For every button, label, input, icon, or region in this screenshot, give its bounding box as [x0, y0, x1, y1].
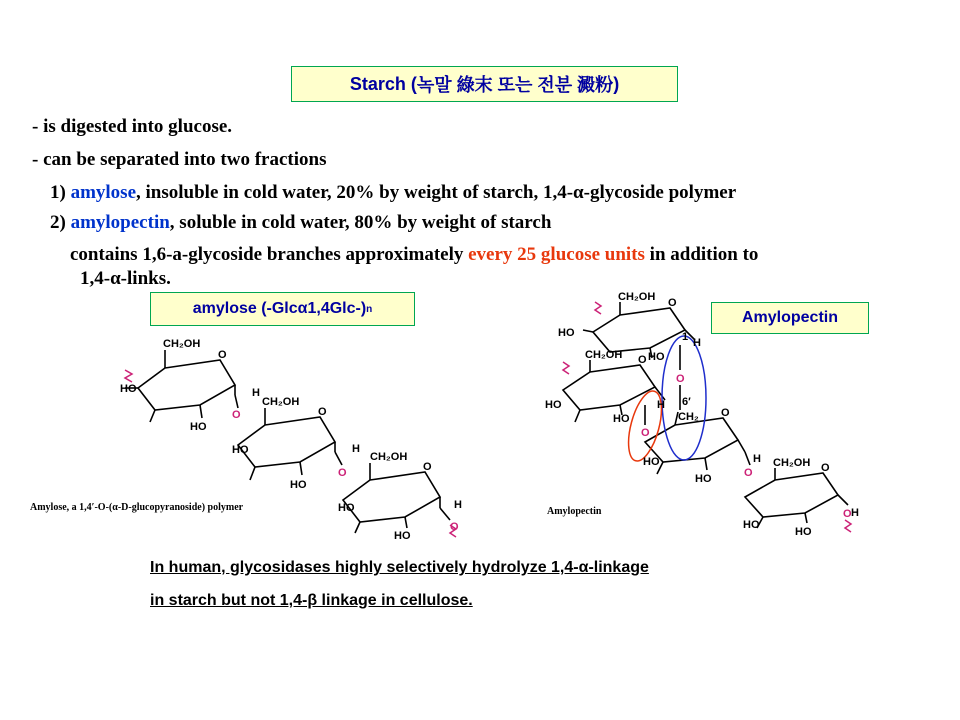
amylose-link-o1: O — [232, 409, 241, 421]
amylopectin-main-o: O — [721, 407, 730, 419]
amylose-label: amylose (-Glcα1,4Glc-) — [192, 300, 367, 317]
amylopectin-top-ch2oh: CH₂OH — [618, 291, 656, 303]
amylopectin-top-h: H — [693, 337, 701, 349]
amylose-end-o: O — [450, 521, 459, 533]
amylopectin-description: , soluble in cold water, 80% by weight of starch — [169, 212, 552, 233]
amylopectin-num1: 1 — [682, 331, 689, 343]
amylose-label-box — [150, 292, 415, 326]
branches-text-b: in addition to — [644, 244, 759, 265]
title-suffix: ) — [613, 73, 620, 94]
amylopectin-term: amylopectin — [70, 212, 170, 233]
amylose-number: 1) — [50, 182, 71, 203]
amylose-ring1-h: H — [252, 387, 260, 399]
amylose-caption: Amylose, a 1,4′-O-(α-D-glucopyranoside) polymer — [30, 502, 244, 513]
amylopectin-top-ho: HO — [558, 327, 575, 339]
branches-highlight: every 25 glucose units — [468, 244, 645, 265]
amylose-ring2-ch2oh: CH₂OH — [262, 396, 300, 408]
text-line-amylose — [50, 182, 736, 204]
text-line-fractions: - can be separated into two fractions — [32, 149, 327, 170]
text-line-amylopectin — [50, 212, 551, 234]
amylopectin-mid-ch2oh: CH₂OH — [585, 349, 623, 361]
amylopectin-mid-ho: HO — [545, 399, 562, 411]
amylose-term: amylose — [70, 182, 137, 203]
amylopectin-bottom-ho: HO — [743, 519, 760, 531]
amylopectin-number: 2) — [50, 212, 71, 233]
amylopectin-caption: Amylopectin — [547, 506, 602, 517]
branches-text-a: contains 1,6-a-glycoside branches approximately — [70, 244, 469, 265]
title-prefix: Starch ( — [349, 73, 417, 94]
amylose-ring2-h: H — [352, 443, 360, 455]
title-box — [291, 66, 678, 102]
amylopectin-bottom-ho2: HO — [795, 526, 812, 538]
text-line-links: 1,4-α-links. — [80, 268, 171, 289]
amylose-description: , insoluble in cold water, 20% by weight of starch, 1,4-α-glycoside polymer — [136, 182, 737, 203]
amylose-ring2-ho2: HO — [290, 479, 307, 491]
amylopectin-link-o14: O — [641, 427, 650, 439]
amylopectin-ch2: CH₂ — [678, 411, 699, 423]
note-glycosidases: In human, glycosidases highly selectively hydrolyze 1,4-α-linkage — [150, 559, 649, 576]
amylose-ring3-ho2: HO — [394, 530, 411, 542]
amylopectin-mid-ho2: HO — [613, 413, 630, 425]
amylopectin-bottom-h: H — [851, 507, 859, 519]
amylose-ring1-ho: HO — [120, 383, 137, 395]
amylopectin-num6: 6′ — [682, 396, 691, 408]
amylopectin-top-ho2: HO — [648, 351, 665, 363]
amylopectin-label: Amylopectin — [741, 309, 838, 326]
note-cellulose: in starch but not 1,4-β linkage in cellulose. — [150, 592, 473, 609]
text-line-digested: - is digested into glucose. — [32, 116, 233, 137]
amylopectin-main-ho: HO — [643, 456, 660, 468]
amylose-ring1-ch2oh: CH₂OH — [163, 338, 201, 350]
amylopectin-bottom-o: O — [821, 462, 830, 474]
amylose-ring3-o: O — [423, 461, 432, 473]
amylopectin-main-ho2: HO — [695, 473, 712, 485]
amylopectin-link-o-bottom: O — [744, 467, 753, 479]
amylose-ring1-ho2: HO — [190, 421, 207, 433]
text-line-branches — [70, 244, 758, 266]
amylopectin-mid-h: H — [657, 399, 665, 411]
amylose-ring2-o: O — [318, 406, 327, 418]
amylopectin-link-o16: O — [676, 373, 685, 385]
amylopectin-mid-o: O — [638, 354, 647, 366]
amylose-ring3-ho: HO — [338, 502, 355, 514]
title-korean: 녹말 綠末 또는 전분 澱粉 — [416, 75, 614, 95]
amylopectin-bottom-ch2oh: CH₂OH — [773, 457, 811, 469]
amylose-link-o2: O — [338, 467, 347, 479]
amylopectin-end-o: O — [843, 508, 852, 520]
amylose-ring2-ho: HO — [232, 444, 249, 456]
amylopectin-structure-diagram — [545, 290, 875, 538]
amylose-ring3-ch2oh: CH₂OH — [370, 451, 408, 463]
amylopectin-top-o: O — [668, 297, 677, 309]
amylose-ring3-h: H — [454, 499, 462, 511]
amylose-label-subscript: n — [366, 303, 373, 315]
amylopectin-main-h: H — [753, 453, 761, 465]
amylose-ring1-o: O — [218, 349, 227, 361]
